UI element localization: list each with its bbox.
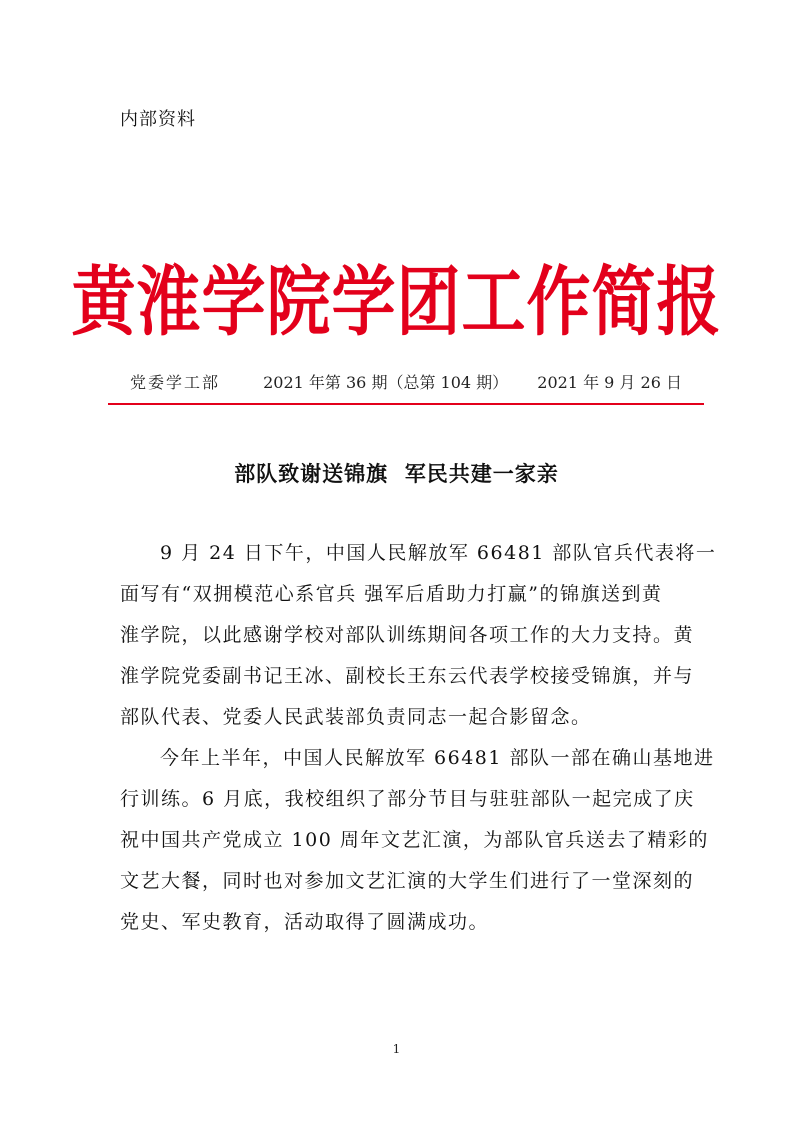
page-number: 1 [392,1042,401,1056]
article-body [120,533,717,943]
article-title: 部队致谢送锦旗 军民共建一家亲 [234,462,559,486]
paragraph-1-line: 部队代表、党委人民武装部负责同志一起合影留念。 [120,706,592,728]
paragraph-2-line: 文艺大餐，同时也对参加文艺汇演的大学生们进行了一堂深刻的 [120,870,695,892]
department-name: 党委学工部 [130,373,221,392]
paragraph-2-line: 祝中国共产党成立 100 周年文艺汇演，为部队官兵送去了精彩的 [120,829,709,851]
paragraph-2-line: 行训练。6 月底，我校组织了部分节目与驻驻部队一起完成了庆 [120,788,695,810]
issue-date: 2021 年 9 月 26 日 [537,373,682,392]
issue-number: 2021 年第 36 期（总第 104 期） [263,373,509,392]
paragraph-2-line: 党史、军史教育，活动取得了圆满成功。 [120,911,490,933]
paragraph-1-line: 9 月 24 日下午，中国人民解放军 66481 部队官兵代表将一 [160,542,717,564]
classification-label: 内部资料 [120,109,196,130]
paragraph-1-line: 淮学院，以此感谢学校对部队训练期间各项工作的大力支持。黄 [120,624,695,646]
paragraph-1-line: 面写有“双拥模范心系官兵 强军后盾助力打赢”的锦旗送到黄 [120,583,663,605]
issue-info-line [130,370,690,393]
paragraph-1-line: 淮学院党委副书记王冰、副校长王东云代表学校接受锦旗，并与 [120,665,695,687]
header-divider [108,403,704,405]
paragraph-2-line: 今年上半年，中国人民解放军 66481 部队一部在确山基地进 [160,747,715,769]
masthead-title: 黄淮学院学团工作简报 [71,258,722,348]
